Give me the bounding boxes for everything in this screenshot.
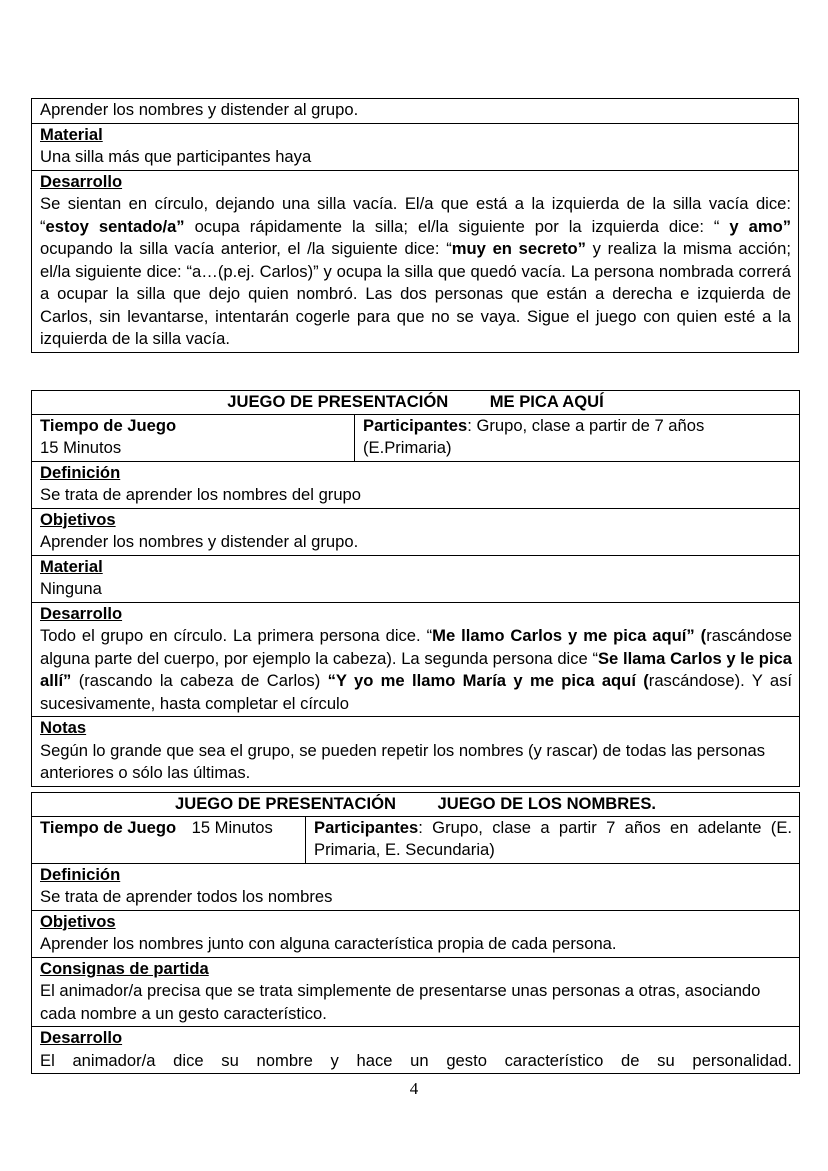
desarrollo-text: El animador/a dice su nombre y hace un gesto característico de su personalidad.: [40, 1050, 793, 1070]
desarrollo-text: Todo el grupo en círculo. La primera persona dice. “Me llamo Carlos y me pica aquí” (rascándose alguna parte del cuerpo, por ejemplo la cabeza). La segunda persona dice “Se llama Carlos y le pica allí” (rascando la cabeza de Carlos) “Y yo me llamo María y me pica aquí (rascándose). Y así sucesivamente, hasta completar el círculo: [40, 626, 793, 713]
consignas-text: El animador/a precisa que se trata simplemente de presentarse unas personas a otras, asociando cada nombre a un gesto característico.: [40, 981, 761, 1023]
participantes-label: Participantes: [314, 817, 419, 837]
desarrollo-text: Se sientan en círculo, dejando una silla vacía. El/a que está a la izquierda de la silla vacía dice: “estoy sentado/a” ocupa rápidamente la silla; el/la siguiente por la izquierda dice: “ y amo” ocupando la silla vacía anterior, el /la siguiente dice: “muy en secreto” y realiza la misma acción; el/la siguiente dice: “a…(p.ej. Carlos)” y ocupa la silla que quedó vacía. La persona nombrada correrá a ocupar la silla que dejo quien nombró. Las dos personas que están a derecha e izquierda de Carlos, sin levantarse, intentarán cogerle para que no se vaya. Sigue el juego con quien esté a la izquierda de la silla vacía.: [40, 194, 792, 348]
material-text: Una silla más que participantes haya: [40, 147, 312, 166]
objetivos-heading: Objetivos: [40, 911, 116, 931]
objetivos-text: Aprender los nombres y distender al grupo.: [32, 99, 799, 124]
definicion-heading: Definición: [40, 462, 121, 482]
consignas-heading: Consignas de partida: [40, 958, 209, 978]
desarrollo-heading: Desarrollo: [40, 603, 123, 623]
game-card-continued: [31, 98, 799, 353]
participantes-text: : Grupo, clase a partir de 7 años (E.Primaria): [363, 415, 705, 457]
material-row: [32, 123, 799, 170]
desarrollo-heading: Desarrollo: [40, 171, 123, 191]
tiempo-participantes-row: [32, 816, 800, 863]
desarrollo-heading: Desarrollo: [40, 1028, 123, 1047]
page-number: 4: [409, 1079, 419, 1098]
card-title: JUEGO DE PRESENTACIÓN JUEGO DE LOS NOMBRES.: [32, 793, 800, 817]
tiempo-label: Tiempo de Juego: [40, 415, 177, 435]
participantes-label: Participantes: [363, 415, 468, 435]
objetivos-text: Aprender los nombres y distender al grupo.: [40, 532, 359, 551]
definicion-heading: Definición: [40, 864, 121, 884]
objetivos-row: [32, 99, 799, 124]
tiempo-label: Tiempo de Juego: [40, 817, 177, 837]
tiempo-value: 15 Minutos: [191, 817, 273, 837]
desarrollo-row: [32, 170, 799, 352]
game-card-juego-de-los-nombres: [31, 792, 800, 1074]
card-title: JUEGO DE PRESENTACIÓN ME PICA AQUÍ: [32, 391, 800, 415]
notas-heading: Notas: [40, 718, 87, 737]
tiempo-value: 15 Minutos: [40, 438, 122, 457]
definicion-text: Se trata de aprender los nombres del grupo: [40, 485, 362, 504]
definicion-text: Se trata de aprender todos los nombres: [40, 887, 333, 906]
objetivos-heading: Objetivos: [40, 509, 116, 529]
notas-text: Según lo grande que sea el grupo, se pueden repetir los nombres (y rascar) de todas las personas anteriores o sólo las últimas.: [40, 740, 766, 782]
participantes-text: : Grupo, clase a partir 7 años en adelante (E. Primaria, E. Secundaria): [314, 817, 793, 859]
material-heading: Material: [40, 556, 103, 576]
material-text: Ninguna: [40, 579, 102, 598]
tiempo-participantes-row: [32, 414, 800, 461]
game-card-me-pica-aqui: [31, 390, 800, 787]
objetivos-text: Aprender los nombres junto con alguna característica propia de cada persona.: [40, 934, 617, 953]
material-heading: Material: [40, 124, 103, 144]
